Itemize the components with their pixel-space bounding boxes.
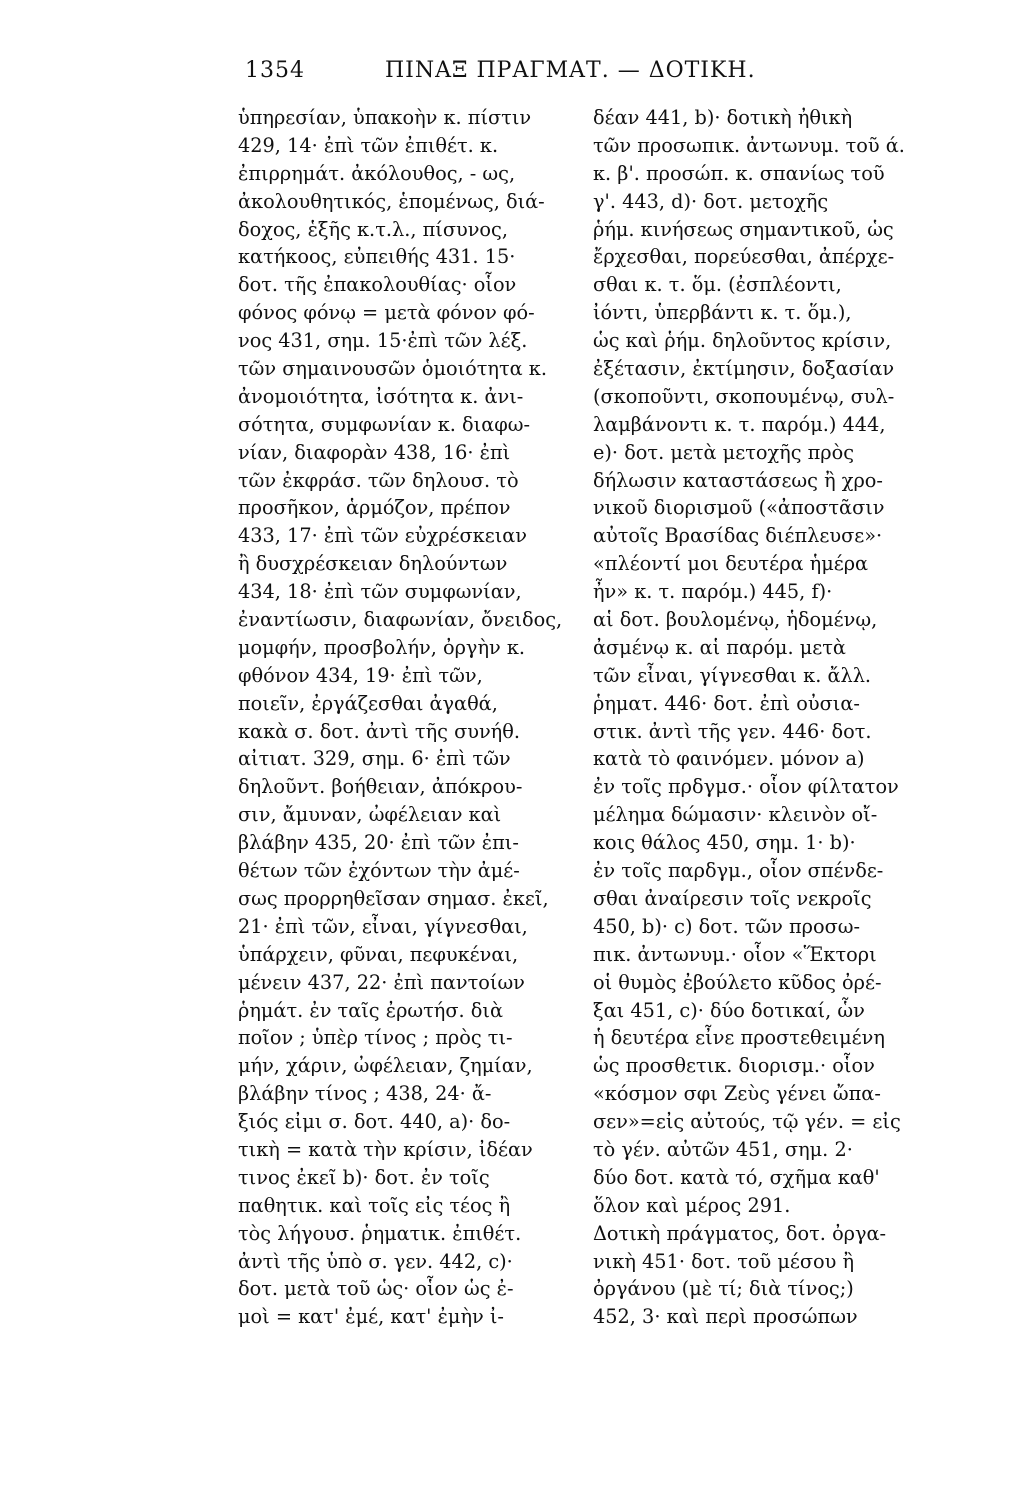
text-line: ὑπάρχειν, φῦναι, πεφυκέναι,	[238, 942, 519, 966]
text-line: νίαν, διαφορὰν 438, 16· ἐπὶ	[238, 440, 511, 464]
text-line: τῶν εἶναι, γίγνεσθαι κ. ἄλλ.	[593, 663, 872, 687]
text-line: ἐναντίωσιν, διαφωνίαν, ὄνειδος,	[238, 608, 563, 632]
text-line: 433, 17· ἐπὶ τῶν εὐχρέσκειαν	[238, 524, 528, 548]
text-line: ἦν» κ. τ. παρόμ.) 445, f)·	[593, 580, 833, 604]
text-line: γ'. 443, d)· δοτ. μετοχῆς	[593, 189, 829, 213]
text-line: κοις θάλος 450, σημ. 1· b)·	[593, 831, 856, 855]
text-line: μένειν 437, 22· ἐπὶ παντοίων	[238, 970, 525, 994]
text-line: ξαι 451, c)· δύο δοτικαί, ὧν	[593, 998, 865, 1022]
text-line: τῶν προσωπικ. ἀντωνυμ. τοῦ ά.	[593, 133, 905, 157]
text-line: ἐν τοῖς πρδγμσ.· οἷον φίλτατον	[593, 775, 899, 799]
text-line: φθόνον 434, 19· ἐπὶ τῶν,	[238, 663, 483, 687]
text-line: μέλημα δώμασιν· κλεινὸν οἴ-	[593, 803, 878, 827]
text-line: οἱ θυμὸς ἐβούλετο κῦδος ὀρέ-	[593, 970, 882, 994]
text-line: 429, 14· ἐπὶ τῶν ἐπιθέτ. κ.	[238, 133, 499, 157]
text-line: ὑπηρεσίαν, ὑπακοὴν κ. πίστιν	[238, 106, 532, 129]
text-line: νικὴ 451· δοτ. τοῦ μέσου ἢ	[593, 1249, 855, 1273]
text-line: σθαι κ. τ. ὅμ. (ἐσπλέοντι,	[593, 273, 842, 297]
text-line: 21· ἐπὶ τῶν, εἶναι, γίγνεσθαι,	[238, 914, 528, 938]
text-line: φόνος φόνῳ = μετὰ φόνον φό-	[238, 301, 535, 325]
text-line: ὡς καὶ ῥήμ. δηλοῦντος κρίσιν,	[593, 329, 892, 353]
text-line: ἀσμένῳ κ. αἱ παρόμ. μετὰ	[593, 635, 846, 659]
text-line: πικ. ἀντωνυμ.· οἷον «Ἕκτορι	[593, 942, 877, 966]
text-line: δήλωσιν καταστάσεως ἢ χρο-	[593, 468, 883, 492]
text-line: ὀργάνου (μὲ τί; διὰ τίνος;)	[593, 1277, 854, 1301]
text-line: τὸς λήγουσ. ῥηματικ. ἐπιθέτ.	[238, 1221, 522, 1245]
text-line: ἐν τοῖς παρδγμ., οἷον σπένδε-	[593, 859, 884, 883]
text-line: ἰόντι, ὑπερβάντι κ. τ. ὅμ.),	[593, 301, 852, 325]
text-line: 452, 3· καὶ περὶ προσώπων	[593, 1305, 858, 1329]
text-line: ἢ δυσχρέσκειαν δηλούντων	[238, 552, 508, 576]
text-line: τινος ἐκεῖ b)· δοτ. ἐν τοῖς	[238, 1165, 490, 1189]
text-line: «κόσμον σφι Ζεὺς γένει ὤπα-	[593, 1082, 881, 1106]
text-line: ποιεῖν, ἐργάζεσθαι ἀγαθά,	[238, 691, 498, 715]
text-line: ἐξέτασιν, ἐκτίμησιν, δοξασίαν	[593, 357, 895, 381]
text-line: ὅλον καὶ μέρος 291.	[593, 1193, 791, 1217]
text-line: λαμβάνοντι κ. τ. παρόμ.) 444,	[593, 412, 886, 436]
text-line: σότητα, συμφωνίαν κ. διαφω-	[238, 412, 530, 436]
right-column	[593, 104, 938, 1331]
text-line: κατήκοος, εὐπειθής 431. 15·	[238, 245, 516, 269]
text-line: σθαι ἀναίρεσιν τοῖς νεκροῖς	[593, 886, 872, 910]
text-line: στικ. ἀντὶ τῆς γεν. 446· δοτ.	[593, 719, 872, 743]
text-line: ῥήμ. κινήσεως σημαντικοῦ, ὡς	[593, 217, 894, 241]
text-line: θέτων τῶν ἐχόντων τὴν ἀμέ-	[238, 859, 520, 883]
text-line: δοτ. τῆς ἐπακολουθίας· οἷον	[238, 273, 517, 297]
text-line: «πλέοντί μοι δευτέρα ἡμέρα	[593, 552, 869, 576]
text-line: τῶν σημαινουσῶν ὁμοιότητα κ.	[238, 357, 547, 381]
text-line: ἔρχεσθαι, πορεύεσθαι, ἀπέρχε-	[593, 245, 895, 269]
text-line: αἱ δοτ. βουλομένῳ, ἡδομένῳ,	[593, 608, 878, 632]
text-line: αἰτιατ. 329, σημ. 6· ἐπὶ τῶν	[238, 747, 511, 771]
text-line: ἀντὶ τῆς ὑπὸ σ. γεν. 442, c)·	[238, 1249, 513, 1273]
page-number: 1354	[245, 58, 305, 83]
text-line: ξιός εἰμι σ. δοτ. 440, a)· δο-	[238, 1110, 511, 1134]
text-line: κατὰ τὸ φαινόμεν. μόνον a)	[593, 747, 865, 771]
text-line: 434, 18· ἐπὶ τῶν συμφωνίαν,	[238, 580, 522, 604]
text-line: τὸ γέν. αὐτῶν 451, σημ. 2·	[593, 1137, 853, 1161]
text-line: νος 431, σημ. 15·ἐπὶ τῶν λέξ.	[238, 329, 528, 353]
text-line: δύο δοτ. κατὰ τό, σχῆμα καθ'	[593, 1165, 880, 1189]
text-line: 450, b)· c) δοτ. τῶν προσω-	[593, 914, 861, 938]
text-line: ῥημάτ. ἐν ταῖς ἐρωτήσ. διὰ	[238, 998, 503, 1022]
text-line: ῥηματ. 446· δοτ. ἐπὶ οὐσια-	[593, 691, 860, 715]
text-line: βλάβην τίνος ; 438, 24· ἄ-	[238, 1082, 492, 1106]
text-line: ὡς προσθετικ. διορισμ.· οἷον	[593, 1054, 875, 1078]
text-line: βλάβην 435, 20· ἐπὶ τῶν ἐπι-	[238, 831, 519, 855]
page-header	[245, 58, 775, 88]
text-line: Δοτικὴ πράγματος, δοτ. ὀργα-	[593, 1221, 887, 1245]
text-line: ἀνομοιότητα, ἰσότητα κ. ἀνι-	[238, 384, 524, 408]
text-line: μομφήν, προσβολήν, ὀργὴν κ.	[238, 635, 526, 659]
text-line: τικὴ = κατὰ τὴν κρίσιν, ἰδέαν	[238, 1137, 533, 1161]
text-line: ἐπιρρημάτ. ἀκόλουθος, - ως,	[238, 161, 516, 185]
text-line: νικοῦ διορισμοῦ («ἀποστᾶσιν	[593, 496, 885, 520]
left-column	[238, 104, 578, 1331]
text-line: αὐτοῖς Βρασίδας διέπλευσε»·	[593, 524, 883, 548]
text-line: δέαν 441, b)· δοτικὴ ἠθικὴ	[593, 106, 853, 129]
text-line: e)· δοτ. μετὰ μετοχῆς πρὸς	[593, 440, 855, 464]
running-title: ΠΙΝΑΞ ΠΡΑΓΜΑΤ. — ΔΟΤΙΚΗ.	[385, 58, 756, 83]
text-line: ἀκολουθητικός, ἑπομένως, διά-	[238, 189, 545, 213]
text-line: κ. β'. προσώπ. κ. σπανίως τοῦ	[593, 161, 885, 185]
text-line: δηλοῦντ. βοήθειαν, ἀπόκρου-	[238, 775, 523, 799]
text-line: μήν, χάριν, ὠφέλειαν, ζημίαν,	[238, 1054, 533, 1078]
text-line: κακὰ σ. δοτ. ἀντὶ τῆς συνήθ.	[238, 719, 520, 743]
text-line: (σκοποῦντι, σκοπουμένῳ, συλ-	[593, 384, 895, 408]
text-line: σεν»=εἰς αὐτούς, τῷ γέν. = εἰς	[593, 1110, 901, 1134]
text-line: σιν, ἄμυναν, ὠφέλειαν καὶ	[238, 803, 502, 827]
text-line: δοχος, ἑξῆς κ.τ.λ., πίσυνος,	[238, 217, 508, 241]
text-line: μοὶ = κατ' ἐμέ, κατ' ἐμὴν ἰ-	[238, 1305, 504, 1329]
text-line: σως προρρηθεῖσαν σημασ. ἐκεῖ,	[238, 886, 549, 910]
text-line: προσῆκον, ἁρμόζον, πρέπον	[238, 496, 511, 520]
text-line: δοτ. μετὰ τοῦ ὡς· οἷον ὡς ἐ-	[238, 1277, 514, 1301]
text-line: ποῖον ; ὑπὲρ τίνος ; πρὸς τι-	[238, 1026, 513, 1050]
text-line: τῶν ἐκφράσ. τῶν δηλουσ. τὸ	[238, 468, 519, 492]
text-line: παθητικ. καὶ τοῖς εἰς τέος ἢ	[238, 1193, 511, 1217]
text-line: ἡ δευτέρα εἶνε προστεθειμένη	[593, 1026, 885, 1050]
